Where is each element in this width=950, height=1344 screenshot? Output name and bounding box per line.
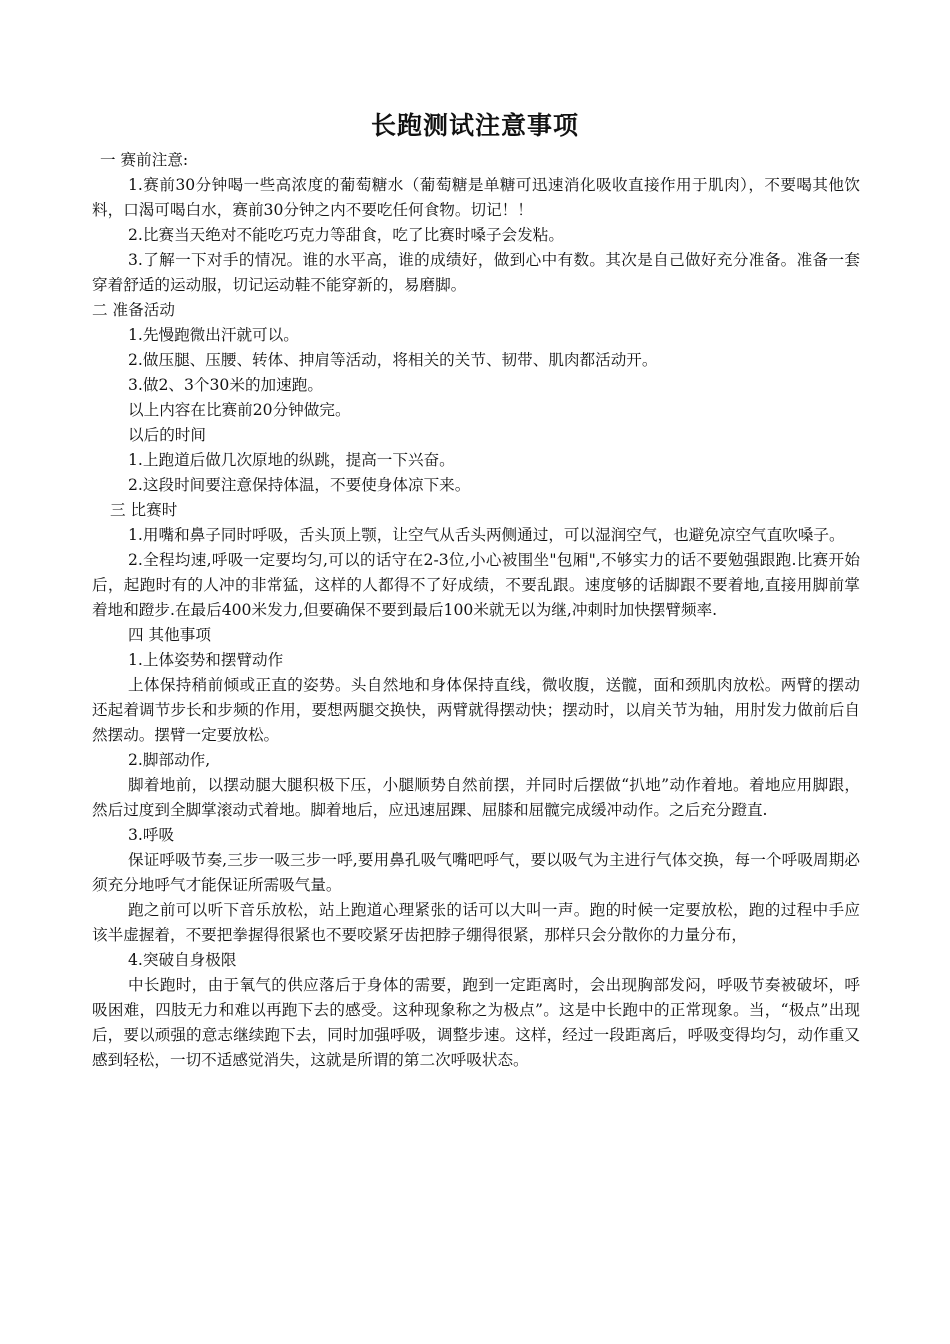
paragraph: 脚着地前，以摆动腿大腿积极下压，小腿顺势自然前摆，并同时后摆做“扒地”动作着地。着地应用脚跟，然后过度到全脚掌滚动式着地。脚着地后，应迅速屈踝、屈膝和屈髋完成缓冲动作。之后充分蹬直.	[92, 776, 860, 819]
paragraph: 1.用嘴和鼻子同时呼吸，舌头顶上颚，让空气从舌头两侧通过，可以湿润空气，也避免凉空气直吹嗓子。	[128, 526, 845, 544]
paragraph: 1.赛前30分钟喝一些高浓度的葡萄糖水（葡萄糖是单糖可迅速消化吸收直接作用于肌肉），不要喝其他饮料，口渴可喝白水，赛前30分钟之内不要吃任何食物。切记！！	[92, 176, 860, 219]
document-title: 长跑测试注意事项	[370, 111, 579, 140]
paragraph: 1.上跑道后做几次原地的纵跳，提高一下兴奋。	[128, 451, 455, 469]
paragraph: 中长跑时，由于氧气的供应落后于身体的需要，跑到一定距离时，会出现胸部发闷，呼吸节奏被破坏，呼吸困难，四肢无力和难以再跑下去的感受。这种现象称之为极点”。这是中长跑中的正常现象。当，“极点”出现后，要以顽强的意志继续跑下去，同时加强呼吸，调整步速。这样，经过一段距离后，呼吸变得均匀，动作重又感到轻松，一切不适感觉消失，这就是所谓的第二次呼吸状态。	[92, 976, 860, 1069]
paragraph: 4.突破自身极限	[128, 951, 237, 969]
paragraph: 上体保持稍前倾或正直的姿势。头自然地和身体保持直线，微收腹，送髋，面和颈肌肉放松。两臂的摆动还起着调节步长和步频的作用，要想两腿交换快，两臂就得摆动快；摆动时，以肩关节为轴，用肘发力做前后自然摆动。摆臂一定要放松。	[92, 676, 860, 744]
paragraph: 2.做压腿、压腰、转体、抻肩等活动，将相关的关节、韧带、肌肉都活动开。	[128, 351, 658, 369]
paragraph: 以后的时间	[128, 426, 206, 444]
paragraph: 3.呼吸	[128, 826, 175, 844]
paragraph: 3.了解一下对手的情况。谁的水平高，谁的成绩好，做到心中有数。其次是自己做好充分准备。准备一套穿着舒适的运动服，切记运动鞋不能穿新的，易磨脚。	[92, 251, 860, 294]
paragraph: 二 准备活动	[92, 301, 175, 319]
paragraph: 1.先慢跑微出汗就可以。	[128, 326, 299, 344]
paragraph: 四 其他事项	[128, 626, 211, 644]
paragraph: 以上内容在比赛前20分钟做完。	[128, 401, 351, 419]
paragraph: 3.做2、3个30米的加速跑。	[128, 376, 323, 394]
paragraph: 三 比赛时	[110, 501, 178, 519]
paragraph: 保证呼吸节奏,三步一吸三步一呼,要用鼻孔吸气嘴吧呼气，要以吸气为主进行气体交换，每一个呼吸周期必须充分地呼气才能保证所需吸气量。	[92, 851, 860, 894]
document-body	[92, 148, 860, 1073]
paragraph: 跑之前可以听下音乐放松，站上跑道心理紧张的话可以大叫一声。跑的时候一定要放松，跑的过程中手应该半虚握着，不要把拳握得很紧也不要咬紧牙齿把脖子绷得很紧，那样只会分散你的力量分布，	[92, 901, 860, 944]
paragraph: 2.这段时间要注意保持体温，不要使身体凉下来。	[128, 476, 471, 494]
paragraph: 一 赛前注意:	[100, 151, 189, 169]
paragraph: 2.脚部动作,	[128, 751, 211, 769]
paragraph: 2.比赛当天绝对不能吃巧克力等甜食，吃了比赛时嗓子会发粘。	[128, 226, 564, 244]
paragraph: 1.上体姿势和摆臂动作	[128, 651, 284, 669]
paragraph: 2.全程均速,呼吸一定要均匀,可以的话守在2-3位,小心被围坐"包厢",不够实力的话不要勉强跟跑.比赛开始后，起跑时有的人冲的非常猛，这样的人都得不了好成绩，不要乱跟。速度够的话脚跟不要着地,直接用脚前掌着地和蹬步.在最后400米发力,但要确保不要到最后100米就无以为继,冲刺时加快摆臂频率.	[92, 551, 860, 619]
